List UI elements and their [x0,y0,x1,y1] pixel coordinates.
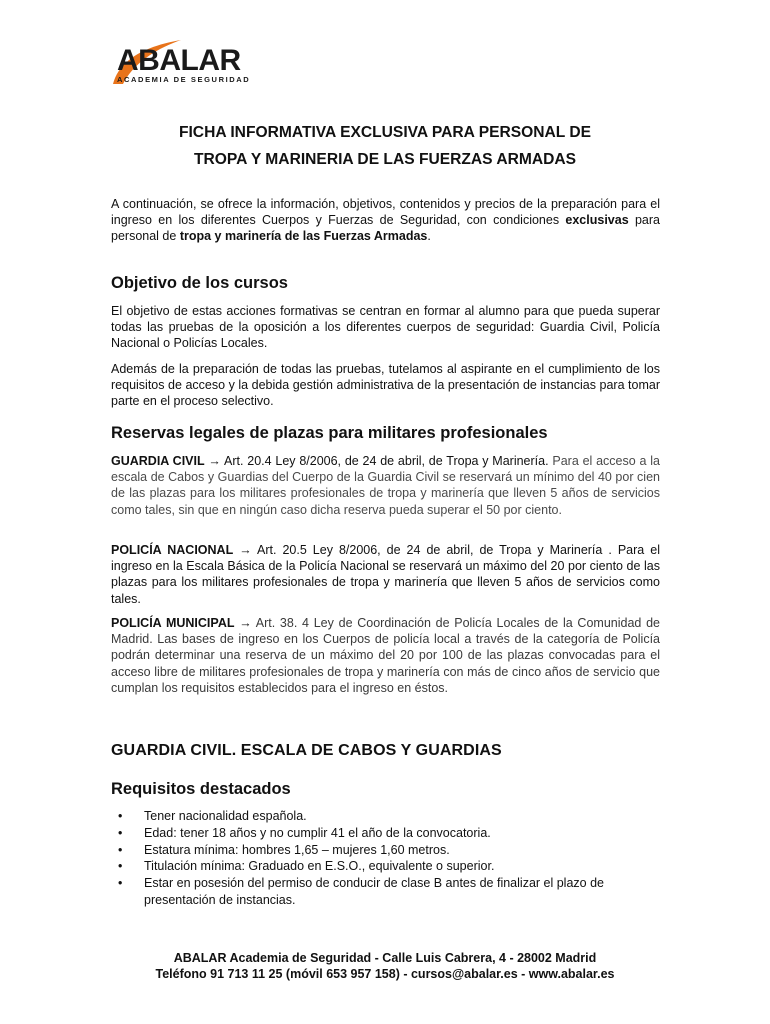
intro-text-2: para personal de [111,213,660,244]
page-title [100,119,670,173]
arrow-right-icon: → [239,616,252,630]
policia-body: Para el ingreso en la Escala Básica de la Policía Nacional se reservará un máximo del 20 por ciento de las plazas para los militares profesionales de tropa y marinería que lleven 5 años de servicios como tales. [111,543,660,606]
objetivo-p2-block [111,361,660,410]
list-item: • Edad: tener 18 años y no cumplir 41 el año de la convocatoria. [111,825,660,842]
list-item: • Tener nacionalidad española. [111,808,660,825]
arrow-right-icon: → [239,543,252,557]
objetivo-paragraph-1: El objetivo de estas acciones formativas se centran en formar al alumno para que pueda superar todas las pruebas de la oposición a los diferentes cuerpos de seguridad: Guardia Civil, Policía Nacional o Policías Locales. [111,304,660,351]
guardia-civil-paragraph [111,453,660,518]
title-line-2: TROPA Y MARINERIA DE LAS FUERZAS ARMADAS [193,151,577,168]
municipal-body: Las bases de ingreso en los Cuerpos de policía local a través de la categoría de Policía podrán determinar una reserva de un máximo del 20 por 100 de las plazas convocadas para el acceso libre de militares profesionales de tropa y marinería con más de cinco años de servicio que cumplan los requisitos establecidos para el ingreso en éstos. [111,632,660,695]
objetivo-p1-block [111,303,660,352]
policia-municipal-label: POLICÍA MUNICIPAL [111,616,235,630]
intro-bold-1: exclusivas [565,213,629,228]
guardia-body: Para el acceso a la escala de Cabos y Guardias del Cuerpo de la Guardia Civil se reservará un mínimo del 40 por cien de las plazas para los militares profesionales de tropa y marinería que lleven 5 años de servicios como tales, sin que en ningún caso dicha reserva pueda superar el 50 por ciento. [111,454,660,517]
list-item: • Titulación mínima: Graduado en E.S.O., equivalente o superior. [111,858,660,875]
list-item: • Estar en posesión del permiso de conducir de clase B antes de finalizar el plazo de presentación de instancias. [111,875,660,909]
footer-contact: Teléfono 91 713 11 25 (móvil 653 957 158) - cursos@abalar.es - www.abalar.es [155,967,615,981]
requisitos-list [111,808,660,909]
intro-section [111,196,660,245]
footer-address: ABALAR Academia de Seguridad - Calle Luis Cabrera, 4 - 28002 Madrid [173,951,597,965]
objetivo-paragraph-2: Además de la preparación de todas las pruebas, tutelamos al aspirante en el cumplimiento de los requisitos de acceso y la debida gestión administrativa de la presentación de instancias para tomar parte en el proceso selectivo. [111,362,660,409]
intro-text-3: . [427,229,431,244]
reservas-heading-block [111,424,660,443]
title-line-1: FICHA INFORMATIVA EXCLUSIVA PARA PERSONAL DE [178,124,592,141]
arrow-right-icon: → [208,454,221,468]
policia-nacional-label: POLICÍA NACIONAL [111,543,234,557]
requisitos-heading: Requisitos destacados [111,780,291,798]
municipal-block [111,615,660,696]
policia-municipal-paragraph [111,615,660,696]
intro-paragraph [111,196,660,245]
logo-tagline: ACADEMIA DE SEGURIDAD [117,75,251,84]
policia-ref: Art. 20.5 Ley 8/2006, de 24 de abril, de Tropa y Marinería . [251,543,612,557]
guardia-civil-label: GUARDIA CIVIL [111,454,205,468]
municipal-ref: Art. 38. 4 Ley de Coordinación de Policía Locales de la Comunidad de Madrid. [111,616,660,647]
intro-text-1: A continuación, se ofrece la información, objetivos, contenidos y precios de la preparación para el ingreso en los diferentes Cuerpos y Fuerzas de Seguridad, con condiciones [111,197,660,228]
reservas-heading: Reservas legales de plazas para militares profesionales [111,424,548,442]
objetivo-heading-block [111,274,660,293]
guardia-section-heading-block [111,742,660,760]
intro-bold-2: tropa y marinería de las Fuerzas Armadas [179,229,428,244]
abalar-logo [111,34,261,94]
objetivo-heading: Objetivo de los cursos [111,274,288,292]
logo-brand: ABALAR [117,44,241,77]
requisitos-heading-block [111,780,660,799]
guardia-section-heading: GUARDIA CIVIL. ESCALA DE CABOS Y GUARDIAS [111,742,502,759]
guardia-block [111,453,660,518]
policia-nacional-paragraph [111,542,660,607]
policia-block [111,542,660,607]
guardia-ref: Art. 20.4 Ley 8/2006, de 24 de abril, de Tropa y Marinería. [220,454,549,468]
list-item: • Estatura mínima: hombres 1,65 – mujeres 1,60 metros. [111,842,660,859]
